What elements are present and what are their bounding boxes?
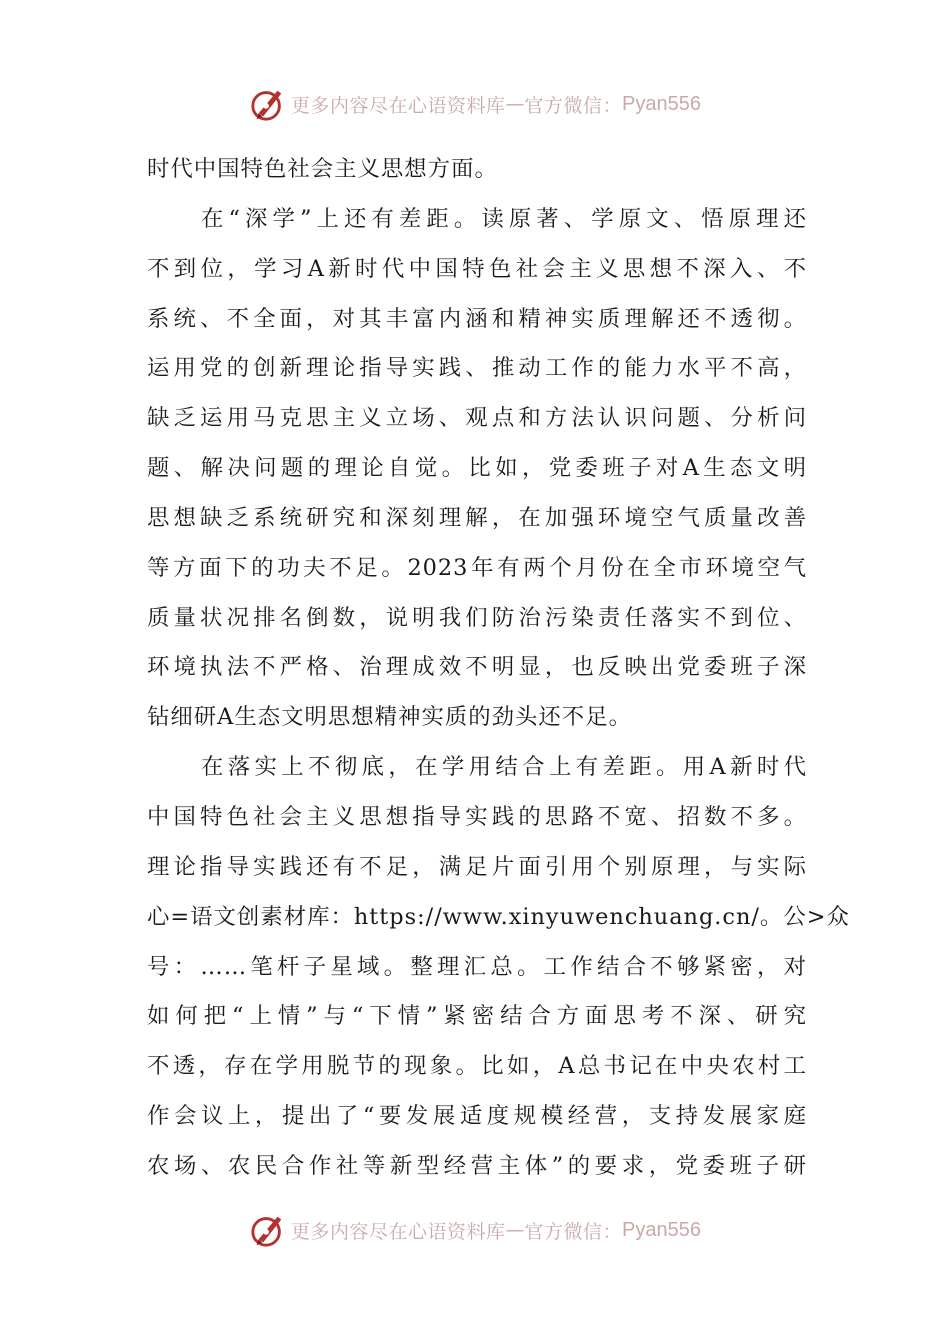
text-line: 缺乏运用马克思主义立场、观点和方法认识问题、分析问 xyxy=(147,405,807,432)
text-line: 系统、不全面，对其丰富内涵和精神实质理解还不透彻。 xyxy=(147,305,807,332)
banner-text: 更多内容尽在心语资料库 xyxy=(291,1220,506,1243)
text-line: 思想缺乏系统研究和深刻理解，在加强环境空气质量改善 xyxy=(147,504,807,531)
text-line: 在落实上不彻底，在学用结合上有差距。用A新时代 xyxy=(201,754,807,781)
text-line: 中国特色社会主义思想指导实践的思路不宽、招数不多。 xyxy=(147,803,807,830)
text-line: 心=语文创素材库：https://www.xinyuwenchuang.cn/。公>众 xyxy=(147,903,850,930)
banner-separator: — xyxy=(505,1219,525,1241)
text-line: 钻细研A生态文明思想精神实质的劲头还不足。 xyxy=(147,704,632,731)
text-line: 理论指导实践还有不足，满足片面引用个别原理，与实际 xyxy=(147,853,807,880)
text-line: 在“深学”上还有差距。读原著、学原文、悟原理还 xyxy=(201,205,807,232)
banner-separator: — xyxy=(505,93,525,115)
text-line: 题、解决问题的理论自觉。比如，党委班子对A生态文明 xyxy=(147,455,807,482)
text-line: 农场、农民合作社等新型经营主体”的要求，党委班子研 xyxy=(147,1152,807,1179)
text-line: 质量状况排名倒数，说明我们防治污染责任落实不到位、 xyxy=(147,604,807,631)
banner-contact-label: 官方微信： xyxy=(524,1220,623,1243)
banner-contact-label: 官方微信： xyxy=(524,94,623,117)
banner-text: 更多内容尽在心语资料库 xyxy=(291,94,506,117)
text-line: 时代中国特色社会主义思想方面。 xyxy=(147,156,498,182)
text-line: 如何把“上情”与“下情”紧密结合方面思考不深、研究 xyxy=(147,1003,807,1030)
text-line: 不到位，学习A新时代中国特色社会主义思想不深入、不 xyxy=(147,255,807,282)
text-line: 运用党的创新理论指导实践、推动工作的能力水平不高， xyxy=(147,355,807,382)
banner-contact-id: Pyan556 xyxy=(622,1218,701,1241)
header-banner xyxy=(0,82,950,126)
text-line: 不透，存在学用脱节的现象。比如，A总书记在中央农村工 xyxy=(147,1053,807,1080)
pen-logo-icon xyxy=(249,1211,287,1249)
text-line: 环境执法不严格、治理成效不明显，也反映出党委班子深 xyxy=(147,654,807,681)
pen-logo-icon xyxy=(249,85,287,123)
banner-contact-id: Pyan556 xyxy=(622,92,701,115)
text-line: 号：……笔杆子星域。整理汇总。工作结合不够紧密，对 xyxy=(147,953,807,980)
footer-banner xyxy=(0,1208,950,1252)
text-line: 作会议上，提出了“要发展适度规模经营，支持发展家庭 xyxy=(147,1103,807,1130)
text-line: 等方面下的功夫不足。2023年有两个月份在全市环境空气 xyxy=(147,554,807,581)
document-body xyxy=(147,145,850,1192)
